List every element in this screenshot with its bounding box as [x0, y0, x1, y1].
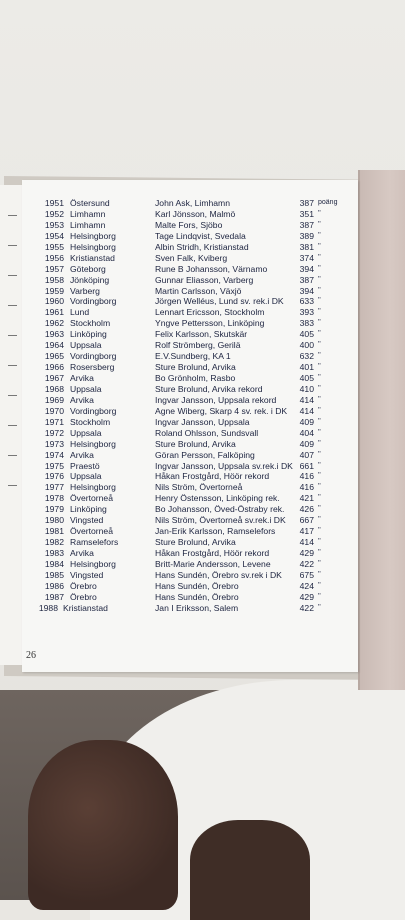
points-cell: 404	[299, 427, 314, 438]
unit-cell: ''	[318, 538, 321, 546]
place-cell: Limhamn	[70, 219, 106, 230]
place-cell: Varberg	[70, 285, 100, 296]
unit-cell: ''	[318, 570, 321, 578]
unit-cell: ''	[318, 242, 321, 250]
place-cell: Helsingborg	[70, 241, 116, 252]
unit-cell: ''	[318, 264, 321, 272]
unit-cell: ''	[318, 308, 321, 316]
year-cell: 1978	[44, 493, 64, 504]
year-cell: 1983	[44, 548, 64, 558]
year-cell: 1974	[44, 449, 64, 460]
points-cell: 414	[299, 394, 314, 405]
year-cell: 1958	[44, 274, 64, 285]
unit-cell: ''	[318, 330, 321, 338]
place-cell: Övertorneå	[70, 526, 113, 537]
unit-cell: ''	[318, 363, 321, 371]
place-cell: Vordingborg	[70, 351, 117, 362]
table-row	[22, 253, 358, 264]
place-cell: Uppsala	[70, 340, 102, 351]
year-cell: 1952	[44, 208, 64, 219]
table-row	[22, 406, 358, 417]
name-cell: Sture Brolund, Arvika	[155, 438, 236, 449]
unit-cell: poäng	[318, 199, 338, 206]
points-cell: 422	[299, 602, 314, 613]
place-cell: Stockholm	[70, 318, 111, 329]
table-row	[22, 329, 358, 340]
unit-cell: ''	[318, 472, 321, 480]
unit-cell: ''	[318, 395, 321, 403]
unit-cell: ''	[318, 406, 321, 414]
table-row	[22, 537, 358, 548]
unit-cell: ''	[318, 374, 321, 381]
points-cell: 409	[299, 438, 314, 449]
points-cell: 405	[299, 373, 314, 383]
unit-cell: ''	[318, 494, 321, 502]
year-cell: 1951	[44, 198, 64, 208]
unit-cell: ''	[318, 319, 321, 327]
unit-cell: ''	[318, 209, 321, 217]
edge-tick	[8, 485, 17, 486]
place-cell: Örebro	[70, 591, 97, 602]
year-cell: 1980	[44, 515, 64, 526]
table-row	[22, 581, 358, 592]
place-cell: Vingsted	[70, 515, 104, 526]
table-row	[22, 209, 358, 220]
name-cell: Britt-Marie Andersson, Levene	[155, 558, 271, 569]
points-cell: 414	[299, 405, 314, 416]
year-cell: 1976	[44, 471, 64, 482]
unit-cell: ''	[318, 384, 321, 392]
year-cell: 1972	[44, 427, 64, 438]
year-cell: 1957	[44, 263, 64, 274]
points-cell: 401	[299, 362, 314, 373]
booklet-page	[22, 180, 358, 672]
table-row	[22, 373, 358, 384]
place-cell: Helsingborg	[70, 230, 116, 241]
year-cell: 1988	[38, 602, 58, 613]
table-row	[22, 428, 358, 439]
points-cell: 381	[299, 241, 314, 252]
points-cell: 661	[299, 460, 314, 471]
table-row	[22, 548, 358, 559]
table-row	[22, 264, 358, 275]
name-cell: Göran Persson, Falköping	[155, 449, 255, 460]
place-cell: Helsingborg	[70, 558, 116, 569]
sock-foot	[28, 740, 178, 910]
unit-cell: ''	[318, 603, 321, 611]
points-cell: 410	[299, 383, 314, 394]
table-row	[22, 439, 358, 450]
points-cell: 429	[299, 591, 314, 602]
place-cell: Linköping	[70, 329, 107, 340]
year-cell: 1970	[44, 405, 64, 416]
edge-tick	[8, 425, 17, 426]
year-cell: 1979	[44, 504, 64, 515]
points-cell: 416	[299, 471, 314, 482]
name-cell: Jörgen Welléus, Lund sv. rek.i DK	[155, 296, 284, 307]
year-cell: 1986	[44, 580, 64, 591]
points-cell: 429	[299, 548, 314, 558]
name-cell: Rolf Strömberg, Gerilä	[155, 340, 241, 351]
place-cell: Vordingborg	[70, 405, 117, 416]
unit-cell: ''	[318, 461, 321, 469]
table-row	[22, 526, 358, 537]
table-row	[22, 493, 358, 504]
name-cell: Ingvar Jansson, Uppsala sv.rek.i DK	[155, 460, 293, 471]
points-cell: 409	[299, 416, 314, 427]
table-row	[22, 450, 358, 461]
place-cell: Örebro	[70, 580, 97, 591]
name-cell: E.V.Sundberg, KA 1	[155, 351, 231, 362]
unit-cell: ''	[318, 341, 321, 349]
place-cell: Ramselefors	[70, 537, 119, 548]
unit-cell: ''	[318, 297, 321, 305]
name-cell: Nils Ström, Övertorneå sv.rek.i DK	[155, 515, 286, 526]
year-cell: 1953	[44, 219, 64, 230]
points-cell: 383	[299, 318, 314, 329]
year-cell: 1975	[44, 460, 64, 471]
year-cell: 1963	[44, 329, 64, 340]
table-row	[22, 275, 358, 286]
unit-cell: ''	[318, 417, 321, 425]
name-cell: Hans Sundén, Örebro sv.rek i DK	[155, 569, 282, 580]
name-cell: Jan-Erik Karlsson, Ramselefors	[155, 526, 276, 537]
name-cell: Sture Brolund, Arvika	[155, 537, 236, 548]
table-row	[22, 559, 358, 570]
edge-tick	[8, 245, 17, 246]
name-cell: Ingvar Jansson, Uppsala	[155, 416, 250, 427]
unit-cell: ''	[318, 439, 321, 447]
unit-cell: ''	[318, 549, 321, 556]
points-cell: 374	[299, 252, 314, 263]
table-row	[22, 198, 358, 209]
place-cell: Helsingborg	[70, 482, 116, 493]
unit-cell: ''	[318, 527, 321, 535]
year-cell: 1969	[44, 394, 64, 405]
name-cell: Lennart Ericsson, Stockholm	[155, 307, 265, 318]
table-row	[22, 351, 358, 362]
year-cell: 1985	[44, 569, 64, 580]
edge-tick	[8, 365, 17, 366]
name-cell: Henry Östensson, Linköping rek.	[155, 493, 280, 504]
table-row	[22, 395, 358, 406]
unit-cell: ''	[318, 450, 321, 458]
place-cell: Kristianstad	[70, 252, 115, 263]
year-cell: 1965	[44, 351, 64, 362]
unit-cell: ''	[318, 253, 321, 261]
place-cell: Arvika	[70, 449, 94, 460]
place-cell: Helsingborg	[70, 438, 116, 449]
name-cell: Martin Carlsson, Växjö	[155, 285, 242, 296]
points-cell: 351	[299, 208, 314, 219]
edge-tick	[8, 275, 17, 276]
points-cell: 416	[299, 482, 314, 493]
points-cell: 426	[299, 504, 314, 515]
unit-cell: ''	[318, 231, 321, 239]
name-cell: Yngve Pettersson, Linköping	[155, 318, 265, 329]
unit-cell: ''	[318, 286, 321, 294]
sock-foot-second	[190, 820, 310, 920]
points-cell: 387	[299, 198, 314, 208]
place-cell: Uppsala	[70, 471, 102, 482]
unit-cell: ''	[318, 352, 321, 360]
year-cell: 1977	[44, 482, 64, 493]
name-cell: Gunnar Eliasson, Varberg	[155, 274, 254, 285]
name-cell: Hans Sundén, Örebro	[155, 580, 239, 591]
unit-cell: ''	[318, 581, 321, 589]
table-row	[22, 286, 358, 297]
points-cell: 424	[299, 580, 314, 591]
table-row	[22, 603, 358, 614]
name-cell: Tage Lindqvist, Svedala	[155, 230, 246, 241]
year-cell: 1968	[44, 383, 64, 394]
place-cell: Vingsted	[70, 569, 104, 580]
year-cell: 1962	[44, 318, 64, 329]
table-row	[22, 417, 358, 428]
place-cell: Jönköping	[70, 274, 110, 285]
name-cell: Karl Jönsson, Malmö	[155, 208, 236, 219]
place-cell: Lund	[70, 307, 90, 318]
name-cell: Hans Sundén, Örebro	[155, 591, 239, 602]
place-cell: Praestö	[70, 460, 100, 471]
year-cell: 1966	[44, 362, 64, 373]
name-cell: Agne Wiberg, Skarp 4 sv. rek. i DK	[155, 405, 288, 416]
points-cell: 387	[299, 219, 314, 230]
year-cell: 1955	[44, 241, 64, 252]
name-cell: John Ask, Limhamn	[155, 198, 230, 208]
name-cell: Håkan Frostgård, Höör rekord	[155, 471, 270, 482]
points-cell: 667	[299, 515, 314, 526]
year-cell: 1967	[44, 373, 64, 383]
place-cell: Linköping	[70, 504, 107, 515]
place-cell: Östersund	[70, 198, 110, 208]
points-cell: 422	[299, 558, 314, 569]
place-cell: Limhamn	[70, 208, 106, 219]
table-row	[22, 231, 358, 242]
year-cell: 1981	[44, 526, 64, 537]
name-cell: Roland Ohlsson, Sundsvall	[155, 427, 259, 438]
table-row	[22, 340, 358, 351]
facing-page	[358, 170, 405, 690]
points-cell: 394	[299, 263, 314, 274]
table-row	[22, 362, 358, 373]
table-row	[22, 592, 358, 603]
place-cell: Arvika	[70, 548, 94, 558]
name-cell: Malte Fors, Sjöbo	[155, 219, 223, 230]
table-row	[22, 461, 358, 472]
place-cell: Vordingborg	[70, 296, 117, 307]
edge-tick	[8, 305, 17, 306]
unit-cell: ''	[318, 483, 321, 491]
points-cell: 394	[299, 285, 314, 296]
name-cell: Sven Falk, Kviberg	[155, 252, 228, 263]
name-cell: Rune B Johansson, Värnamo	[155, 263, 268, 274]
points-cell: 387	[299, 274, 314, 285]
page-number: 26	[26, 650, 36, 661]
table-row	[22, 570, 358, 581]
place-cell: Rosersberg	[70, 362, 115, 373]
table-row	[22, 242, 358, 253]
table-row	[22, 482, 358, 493]
year-cell: 1960	[44, 296, 64, 307]
points-cell: 675	[299, 569, 314, 580]
points-cell: 400	[299, 340, 314, 351]
unit-cell: ''	[318, 592, 321, 600]
place-cell: Stockholm	[70, 416, 111, 427]
place-cell: Övertorneå	[70, 493, 113, 504]
unit-cell: ''	[318, 220, 321, 228]
place-cell: Arvika	[70, 394, 94, 405]
year-cell: 1984	[44, 558, 64, 569]
year-cell: 1987	[44, 591, 64, 602]
points-cell: 633	[299, 296, 314, 307]
name-cell: Sture Brolund, Arvika	[155, 362, 236, 373]
year-cell: 1964	[44, 340, 64, 351]
unit-cell: ''	[318, 275, 321, 283]
table-row	[22, 504, 358, 515]
name-cell: Albin Stridh, Kristianstad	[155, 241, 249, 252]
table-row	[22, 220, 358, 231]
year-cell: 1982	[44, 537, 64, 548]
edge-tick	[8, 455, 17, 456]
year-cell: 1954	[44, 230, 64, 241]
place-cell: Göteborg	[70, 263, 106, 274]
name-cell: Sture Brolund, Arvika rekord	[155, 383, 263, 394]
name-cell: Felix Karlsson, Skutskär	[155, 329, 248, 340]
name-cell: Nils Ström, Övertorneå	[155, 482, 243, 493]
unit-cell: ''	[318, 559, 321, 567]
points-cell: 421	[299, 493, 314, 504]
edge-tick	[8, 215, 17, 216]
place-cell: Kristianstad	[63, 602, 108, 613]
points-cell: 393	[299, 307, 314, 318]
points-cell: 407	[299, 449, 314, 460]
year-cell: 1973	[44, 438, 64, 449]
name-cell: Ingvar Jansson, Uppsala rekord	[155, 394, 277, 405]
year-cell: 1971	[44, 416, 64, 427]
table-row	[22, 515, 358, 526]
year-cell: 1956	[44, 252, 64, 263]
points-cell: 417	[299, 526, 314, 537]
points-cell: 632	[299, 351, 314, 362]
booklet-left-edge	[0, 185, 23, 665]
edge-tick	[8, 335, 17, 336]
name-cell: Bo Grönholm, Rasbo	[155, 373, 236, 383]
unit-cell: ''	[318, 428, 321, 436]
records-table	[22, 198, 358, 614]
table-row	[22, 384, 358, 395]
year-cell: 1961	[44, 307, 64, 318]
place-cell: Uppsala	[70, 383, 102, 394]
table-row	[22, 318, 358, 329]
table-row	[22, 471, 358, 482]
unit-cell: ''	[318, 505, 321, 513]
points-cell: 389	[299, 230, 314, 241]
points-cell: 414	[299, 537, 314, 548]
table-row	[22, 307, 358, 318]
unit-cell: ''	[318, 516, 321, 524]
year-cell: 1959	[44, 285, 64, 296]
name-cell: Håkan Frostgård, Höör rekord	[155, 548, 270, 558]
name-cell: Jan I Eriksson, Salem	[155, 602, 239, 613]
table-row	[22, 296, 358, 307]
place-cell: Uppsala	[70, 427, 102, 438]
place-cell: Arvika	[70, 373, 94, 383]
edge-tick	[8, 395, 17, 396]
points-cell: 405	[299, 329, 314, 340]
name-cell: Bo Johansson, Öved-Östraby rek.	[155, 504, 285, 515]
